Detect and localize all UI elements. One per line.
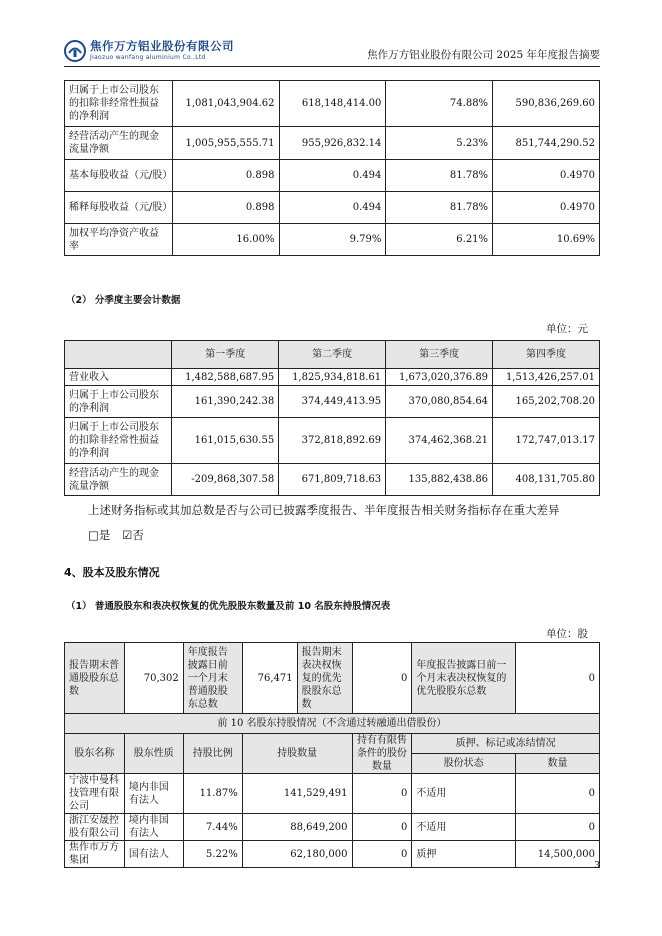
top10-title: 前 10 名股东持股情况（不含通过转融通出借股份） [65,714,600,734]
company-logo [64,38,234,64]
table-row [65,464,600,496]
holder-restricted: 0 [352,814,412,841]
holder-name: 浙江安晟控股有限公司 [65,814,125,841]
row-label: 基本每股收益（元/股） [65,160,173,192]
column-header: 股东名称 [65,734,125,774]
holder-nature: 境内非国有法人 [124,814,183,841]
table-cell: 374,449,413.95 [279,386,386,418]
table-cell: 0.494 [279,192,386,224]
row-label: 营业收入 [65,369,172,386]
column-header: 第一季度 [172,341,279,369]
table-cell: 135,882,438.86 [386,464,493,496]
column-header: 持股数量 [242,734,352,774]
row-label: 经营活动产生的现金流量净额 [65,464,172,496]
table-header-row [65,734,600,754]
table-cell: 81.78% [386,160,493,192]
row-label: 归属于上市公司股东的净利润 [65,386,172,418]
table-cell: 161,015,630.55 [172,418,279,464]
table-cell: 165,202,708.20 [493,386,600,418]
table-cell: 955,926,832.14 [279,127,386,160]
holder-pledge-status: 不适用 [412,774,516,814]
column-header: 第三季度 [386,341,493,369]
table-cell: 74.88% [386,81,493,127]
header-divider [64,66,600,67]
holder-ratio: 11.87% [183,774,242,814]
holder-amount: 88,649,200 [242,814,352,841]
discrepancy-choices [88,527,144,543]
financial-indicators-table [64,80,600,256]
table-row [65,418,600,464]
table-cell: 172,747,013.17 [493,418,600,464]
page-number: 3 [594,861,600,871]
summary-label: 年度报告披露日前一个月末普通股股东总数 [183,643,242,714]
table-row [65,160,600,192]
table-row [65,386,600,418]
table-cell: 671,809,718.63 [279,464,386,496]
holder-amount: 62,180,000 [242,841,352,868]
page-header [64,38,600,64]
discrepancy-note: 上述财务指标或其加总数是否与公司已披露季度报告、半年度报告相关财务指标存在重大差异 [88,503,560,517]
summary-label: 年度报告披露日前一个月末表决权恢复的优先股股东总数 [412,643,516,714]
company-logo-icon [64,40,86,62]
column-header: 持股比例 [183,734,242,774]
shares-section-heading: 4、股本及股东情况 [64,566,160,579]
column-header: 股份状态 [412,754,516,774]
holder-name: 焦作市万方集团 [65,841,125,868]
quarterly-heading: （2） 分季度主要会计数据 [66,295,181,306]
holder-amount: 141,529,491 [242,774,352,814]
summary-value: 70,302 [124,643,183,714]
table-cell: 590,836,269.60 [493,81,600,127]
row-label: 加权平均净资产收益率 [65,224,173,256]
column-header: 数量 [516,754,600,774]
summary-value: 0 [516,643,600,714]
table-cell: 374,462,368.21 [386,418,493,464]
summary-row [65,643,600,714]
holder-pledge-status: 质押 [412,841,516,868]
logo-chinese-name: 焦作万方铝业股份有限公司 [90,39,234,54]
holder-restricted: 0 [352,774,412,814]
holder-name: 宁波中曼科技管理有限公司 [65,774,125,814]
column-header [65,341,172,369]
shares-unit: 单位：股 [546,628,588,640]
row-label: 归属于上市公司股东的扣除非经常性损益的净利润 [65,81,173,127]
table-cell: 0.4970 [493,192,600,224]
holder-pledged: 0 [516,814,600,841]
column-header: 持有有限售条件的股份数量 [352,734,412,774]
table-cell: 1,482,588,687.95 [172,369,279,386]
table-cell: 1,825,934,818.61 [279,369,386,386]
table-row [65,774,600,814]
table-cell: 618,148,414.00 [279,81,386,127]
row-label: 稀释每股收益（元/股） [65,192,173,224]
quarterly-unit: 单位：元 [546,323,588,335]
column-header: 第四季度 [493,341,600,369]
column-header: 第二季度 [279,341,386,369]
table-row [65,841,600,868]
table-cell: 0.494 [279,160,386,192]
table-cell: 6.21% [386,224,493,256]
table-cell: 16.00% [172,224,279,256]
report-title: 焦作万方铝业股份有限公司 2025 年年度报告摘要 [367,49,600,61]
top10-title-row [65,714,600,734]
table-cell: 851,744,290.52 [493,127,600,160]
table-cell: 1,673,020,376.89 [386,369,493,386]
row-label: 归属于上市公司股东的扣除非经常性损益的净利润 [65,418,172,464]
table-cell: 161,390,242.38 [172,386,279,418]
table-row [65,192,600,224]
table-header-row [65,341,600,369]
table-row [65,81,600,127]
table-row [65,814,600,841]
holder-ratio: 7.44% [183,814,242,841]
table-row [65,224,600,256]
table-cell: 0.4970 [493,160,600,192]
table-cell: 5.23% [386,127,493,160]
table-cell: 408,131,705.80 [493,464,600,496]
table-cell: -209,868,307.58 [172,464,279,496]
table-cell: 9.79% [279,224,386,256]
choice-no-checkbox: ☑否 [122,528,144,542]
shareholders-subheading: （1） 普通股股东和表决权恢复的优先股股东数量及前 10 名股东持股情况表 [66,601,391,612]
holder-restricted: 0 [352,841,412,868]
column-header: 质押、标记或冻结情况 [412,734,600,754]
row-label: 经营活动产生的现金流量净额 [65,127,173,160]
table-cell: 1,513,426,257.01 [493,369,600,386]
table-cell: 370,080,854.64 [386,386,493,418]
table-cell: 0.898 [172,160,279,192]
quarterly-data-table [64,340,600,496]
summary-value: 76,471 [242,643,297,714]
holder-pledge-status: 不适用 [412,814,516,841]
table-cell: 1,005,955,555.71 [172,127,279,160]
table-cell: 10.69% [493,224,600,256]
holder-pledged: 0 [516,774,600,814]
table-cell: 0.898 [172,192,279,224]
table-row [65,369,600,386]
choice-yes-checkbox: □是 [88,528,111,542]
logo-english-name: Jiaozuo wanfang aluminium Co.,Ltd [90,53,206,61]
shareholders-table [64,642,600,868]
summary-label: 报告期末表决权恢复的优先股股东总数 [297,643,352,714]
summary-value: 0 [352,643,412,714]
table-row [65,127,600,160]
table-cell: 1,081,043,904.62 [172,81,279,127]
holder-pledged: 14,500,000 [516,841,600,868]
column-header: 股东性质 [124,734,183,774]
table-cell: 372,818,892.69 [279,418,386,464]
holder-ratio: 5.22% [183,841,242,868]
holder-nature: 境内非国有法人 [124,774,183,814]
table-cell: 81.78% [386,192,493,224]
holder-nature: 国有法人 [124,841,183,868]
summary-label: 报告期末普通股股东总数 [65,643,125,714]
